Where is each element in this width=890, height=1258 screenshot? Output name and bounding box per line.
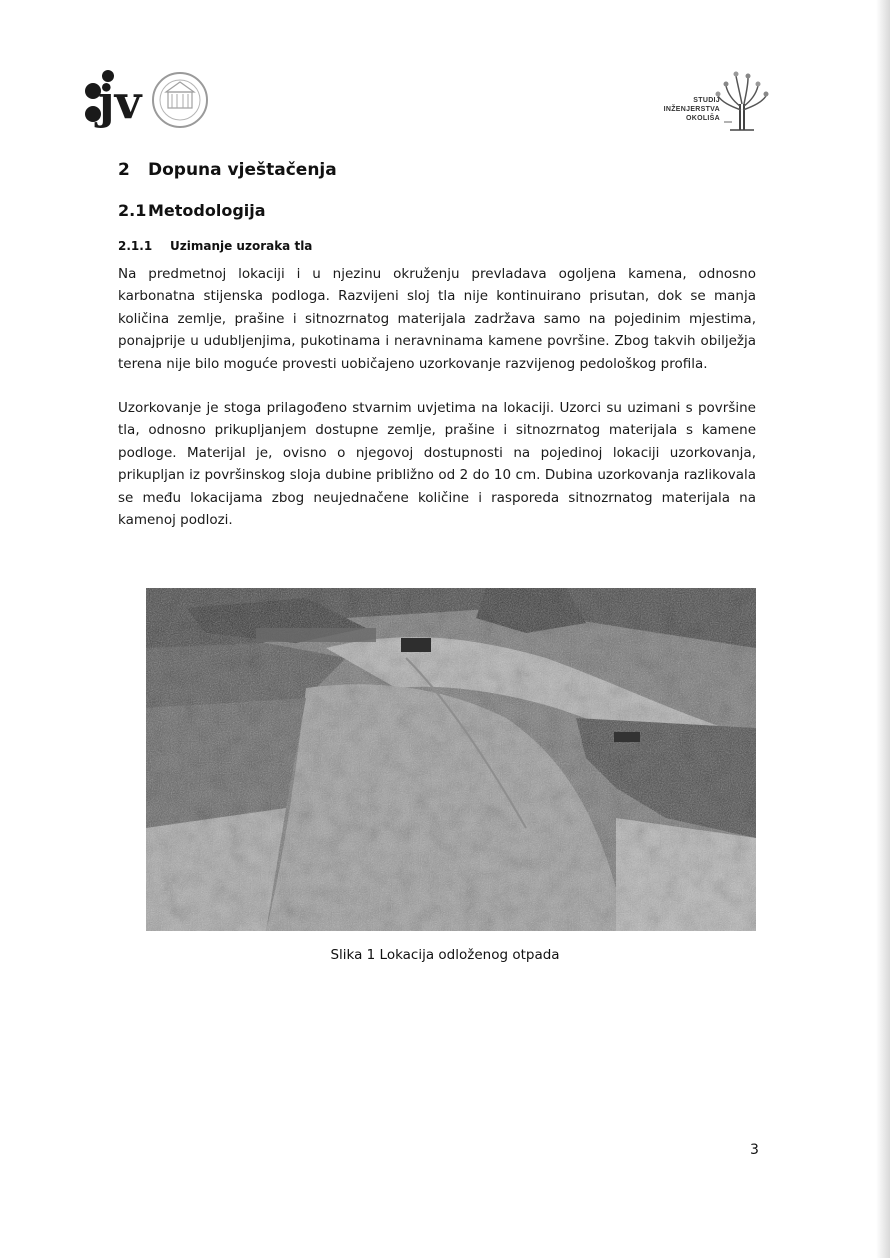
section-title: Dopuna vještačenja <box>148 160 337 180</box>
subsection-number: 2.1 <box>118 201 147 220</box>
page-number: 3 <box>750 1142 759 1158</box>
section-number: 2 <box>118 160 130 180</box>
subsubsection-title: Uzimanje uzoraka tla <box>170 239 313 253</box>
figure-caption: Slika 1 Lokacija odloženog otpada <box>330 947 560 963</box>
tree-icon <box>712 66 772 132</box>
faculty-logo <box>84 66 214 136</box>
logo-line-3: OKOLIŠA <box>686 115 720 122</box>
subsection-title: Metodologija <box>148 201 266 220</box>
paragraph-1: Na predmetnoj lokaciji i u njezinu okruženju prevladava ogoljena kamena, odnosno karbonatna stijenska podloga. Razvijeni sloj tla nije kontinuirano prisutan, dok se manja količina zemlje, prašine i sitnozrnatog materijala zadržava samo na pojedinim mjestima, ponajprije u udubljenjima, pukotinama i neravninama kamene površine. Zbog takvih obilježja terena nije bilo moguće provesti uobičajeno uzorkovanje razvijenog pedološkog profila. <box>118 266 756 372</box>
subsubsection-heading <box>118 239 312 253</box>
logo-line-2: INŽENJERSTVA <box>663 106 720 113</box>
paragraph-2: Uzorkovanje je stoga prilagođeno stvarnim uvjetima na lokaciji. Uzorci su uzimani s površine tla, odnosno prikupljanjem dostupne zemlje, prašine i sitnozrnatog materijala s kamene podloge. Materijal je, ovisno o njegovoj dostupnosti na pojedinoj lokaciji uzorkovanja, prikupljan iz površinskog sloja dubine približno od 2 do 10 cm. Dubina uzorkovanja razlikovala se među lokacijama zbog neujednačene količine i rasporeda sitnozrnatog materijala na kamenoj podlozi. <box>118 400 756 529</box>
subsubsection-number: 2.1.1 <box>118 239 153 253</box>
section-heading <box>118 160 337 180</box>
logo-line-1: STUDIJ <box>693 97 720 104</box>
study-program-logo <box>640 66 790 136</box>
subsection-heading <box>118 201 266 220</box>
aerial-site-photo <box>146 588 756 931</box>
svg-text:jv: jv <box>98 75 142 129</box>
page-edge-shadow <box>876 0 890 1258</box>
